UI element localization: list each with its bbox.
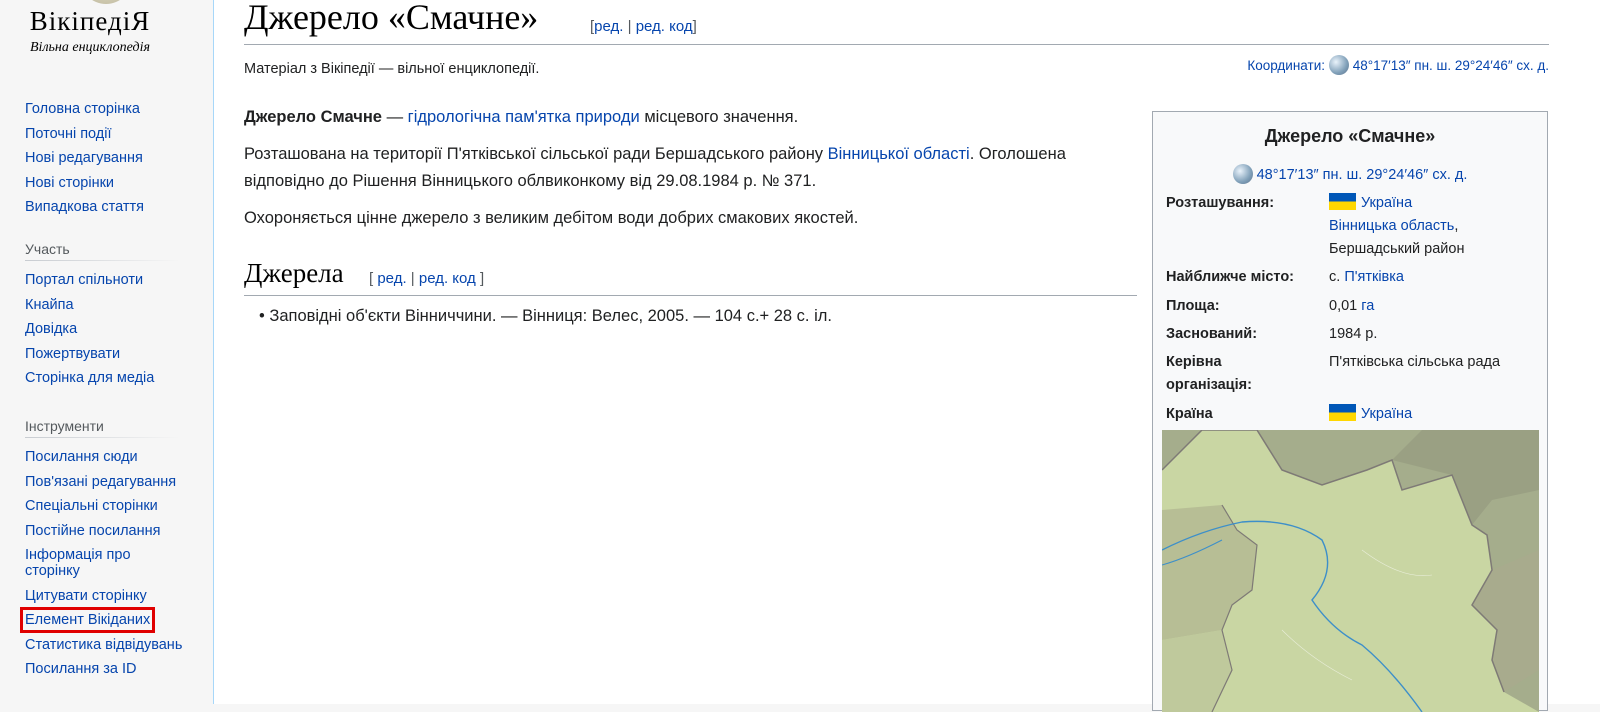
row-label: Найближче місто:: [1166, 269, 1295, 285]
paragraph-intro: [244, 104, 1144, 131]
tools-link[interactable]: Пов'язані редагування: [25, 473, 177, 490]
tools-item[interactable]: [25, 637, 185, 653]
title-divider: [244, 44, 1549, 45]
paragraph-location: [244, 141, 1144, 195]
page-title: Джерело «Смачне»: [244, 0, 539, 37]
tools-item-wikidata[interactable]: [25, 612, 185, 628]
tools-portal: [25, 418, 185, 686]
infobox-coordinates-link[interactable]: 48°17′13″ пн. ш. 29°24′46″ сх. д.: [1256, 167, 1468, 183]
tools-link[interactable]: Постійне посилання: [25, 522, 161, 539]
coordinates-indicator: [1247, 55, 1549, 75]
row-value: П'ятківська сільська рада: [1329, 354, 1501, 370]
district: Бершадський район: [1329, 241, 1465, 257]
tools-item[interactable]: [25, 498, 185, 514]
ukraine-flag-icon: [1329, 193, 1356, 210]
tools-item[interactable]: [25, 661, 185, 677]
bracket: [: [369, 270, 378, 287]
row-label: Розташування:: [1166, 195, 1275, 211]
nav-link[interactable]: Поточні події: [25, 125, 112, 142]
wikipedia-logo[interactable]: [0, 0, 213, 70]
row-value: [1329, 192, 1539, 261]
article-subject: Джерело Смачне: [244, 108, 382, 126]
tools-link[interactable]: Спеціальні сторінки: [25, 498, 158, 514]
participation-item[interactable]: [25, 272, 185, 288]
tools-link[interactable]: Посилання за ID: [25, 661, 137, 677]
section-edit-link[interactable]: ред.: [377, 270, 407, 287]
tools-link[interactable]: Інформація про сторінку: [25, 547, 131, 579]
section-edit-source-link[interactable]: ред. код: [418, 270, 476, 287]
tools-link[interactable]: Цитувати сторінку: [25, 587, 147, 604]
link-vinnytsia-oblast[interactable]: Вінницької області: [827, 145, 970, 163]
nav-link[interactable]: Нові сторінки: [25, 174, 115, 191]
infobox-coordinates: [1153, 164, 1547, 184]
participation-link[interactable]: Сторінка для медіа: [25, 370, 155, 386]
row-value: [1329, 295, 1539, 318]
participation-link[interactable]: Пожертвувати: [25, 345, 121, 362]
participation-item[interactable]: [25, 346, 185, 362]
link-hectare[interactable]: га: [1361, 298, 1375, 314]
logo-tagline: Вільна енциклопедія: [30, 40, 150, 55]
nav-link[interactable]: Нові редагування: [25, 150, 143, 166]
wikipedia-globe-icon: [80, 0, 132, 4]
row-value: [1329, 403, 1539, 426]
row-value: 1984 р.: [1329, 326, 1378, 342]
dash: —: [382, 108, 408, 126]
globe-icon[interactable]: [1233, 164, 1253, 184]
infobox-title: Джерело «Смачне»: [1264, 126, 1436, 146]
section-edit-links: [369, 270, 484, 287]
comma: ,: [1454, 218, 1459, 234]
text: Розташована на території П'ятківської сільської ради Бершадського району: [244, 145, 828, 163]
nav-main-page[interactable]: [25, 101, 185, 117]
location-map[interactable]: [1162, 430, 1539, 712]
tools-link[interactable]: Посилання сюди: [25, 449, 138, 465]
paragraph-protection: Охороняється цінне джерело з великим дебітом води добрих смакових якостей.: [244, 209, 859, 227]
link-vinnytsia-oblast[interactable]: Вінницька область: [1329, 218, 1455, 234]
tools-item[interactable]: [25, 523, 185, 539]
nav-recent-changes[interactable]: [25, 150, 185, 166]
logo-wordmark: ВікіпедіЯ: [29, 6, 151, 36]
participation-item[interactable]: [25, 297, 185, 313]
link-piatkivka[interactable]: П'ятківка: [1344, 269, 1404, 285]
section-heading-sources: Джерела: [244, 258, 344, 288]
row-label: Заснований:: [1166, 326, 1258, 342]
content-area: [213, 0, 1600, 704]
participation-link[interactable]: Портал спільноти: [25, 272, 144, 288]
wikidata-item-link[interactable]: Елемент Вікіданих: [25, 612, 151, 628]
participation-link[interactable]: Кнайпа: [25, 296, 74, 313]
participation-link[interactable]: Довідка: [25, 321, 78, 337]
text: с.: [1329, 269, 1345, 285]
link-ukraine[interactable]: Україна: [1361, 406, 1413, 422]
edit-link[interactable]: ред.: [594, 18, 624, 35]
tools-item[interactable]: [25, 474, 185, 490]
tools-item[interactable]: [25, 449, 185, 465]
site-subtitle: Матеріал з Вікіпедії — вільної енциклопедії.: [244, 61, 540, 77]
title-edit-links: [590, 18, 697, 35]
row-label: Площа:: [1166, 298, 1220, 314]
tools-item[interactable]: [25, 547, 155, 579]
edit-source-link[interactable]: ред. код: [635, 18, 693, 35]
sidebar: [0, 0, 213, 704]
text: . Оголошена відповідно до Рішення Вінницького облвиконкому від 29.08.1984 р. № 371.: [244, 145, 1066, 190]
section-divider: [244, 295, 1137, 296]
location-map-image: [1162, 430, 1539, 712]
nav-new-pages[interactable]: [25, 175, 185, 191]
separator: |: [406, 270, 419, 287]
participation-portal: [25, 241, 185, 395]
row-label: Країна: [1166, 406, 1213, 422]
tools-link[interactable]: Статистика відвідувань: [25, 636, 183, 653]
text: 0,01: [1329, 298, 1362, 314]
bracket: [: [590, 18, 595, 35]
bracket: ]: [692, 18, 697, 35]
nav-current-events[interactable]: [25, 126, 185, 142]
row-value: [1329, 266, 1539, 289]
tools-item[interactable]: [25, 588, 185, 604]
link-ukraine[interactable]: Україна: [1361, 195, 1413, 211]
reference-item: • Заповідні об'єкти Вінниччини. — Вінниця: Велес, 2005. — 104 с.+ 28 с. іл.: [259, 307, 832, 325]
navigation-portal: [25, 101, 185, 224]
text: місцевого значення.: [639, 108, 799, 126]
coordinates-label[interactable]: Координати:: [1247, 58, 1325, 73]
nav-link[interactable]: Випадкова стаття: [25, 199, 144, 215]
ukraine-flag-icon: [1329, 404, 1356, 421]
separator: |: [623, 18, 636, 35]
nav-random-article[interactable]: [25, 199, 185, 215]
participation-item[interactable]: [25, 321, 185, 337]
link-hydrological-monument[interactable]: гідрологічна пам'ятка природи: [407, 108, 640, 126]
globe-icon[interactable]: [1329, 55, 1349, 75]
bracket: ]: [475, 270, 485, 287]
tools-heading: Інструменти: [25, 418, 180, 438]
nav-link[interactable]: Головна сторінка: [25, 101, 140, 117]
row-label: Керівна організація:: [1166, 354, 1252, 393]
participation-item[interactable]: [25, 370, 185, 386]
participation-heading: Участь: [25, 241, 180, 261]
coordinates-link[interactable]: 48°17′13″ пн. ш. 29°24′46″ сх. д.: [1352, 58, 1549, 73]
infobox: [1152, 111, 1548, 711]
